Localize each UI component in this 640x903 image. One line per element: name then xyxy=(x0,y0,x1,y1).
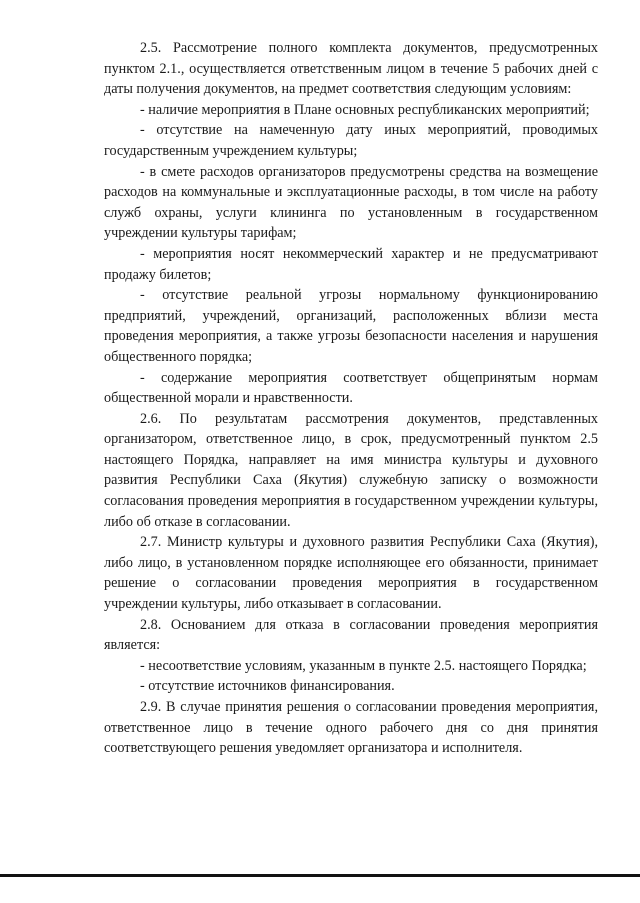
paragraph-2-9: 2.9. В случае принятия решения о согласовании проведения мероприятия, ответственное лицо в течение одного рабочего дня со дня принятия соответствующего решения уведомляет организатора и исполнителя. xyxy=(104,699,598,757)
document-body xyxy=(104,38,598,759)
paragraph-2-7: 2.7. Министр культуры и духовного развития Республики Саха (Якутия), либо лицо, в установленном порядке исполняющее его обязанности, принимает решение о согласовании проведения мероприятия в государственном учреждении культуры, либо отказывает в согласовании. xyxy=(104,534,598,613)
paragraph-2-8: 2.8. Основанием для отказа в согласовании проведения мероприятия является: xyxy=(104,616,598,654)
list-item-budget: - в смете расходов организаторов предусмотрены средства на возмещение расходов на коммунальные и эксплуатационные расходы, в том числе на работу служб охраны, услуги клининга по установленным в государственном учреждении культуры тарифам; xyxy=(104,163,598,242)
list-item-non-commercial: - мероприятия носят некоммерческий характер и не предусматривают продажу билетов; xyxy=(104,245,598,283)
page-bottom-rule xyxy=(0,874,640,877)
list-item-nonconformity: - несоответствие условиям, указанным в пункте 2.5. настоящего Порядка; xyxy=(140,657,587,674)
list-item-plan: - наличие мероприятия в Плане основных республиканских мероприятий; xyxy=(140,101,590,118)
list-item-no-threat: - отсутствие реальной угрозы нормальному функционированию предприятий, учреждений, организаций, расположенных вблизи места проведения мероприятия, а также угрозы безопасности населения и нарушения общественного порядка; xyxy=(104,287,598,365)
paragraph-2-5: 2.5. Рассмотрение полного комплекта документов, предусмотренных пунктом 2.1., осуществляется ответственным лицом в течение 5 рабочих дней с даты получения документов, на предмет соответствия следующим условиям: xyxy=(104,40,598,98)
list-item-morality: - содержание мероприятия соответствует общепринятым нормам общественной морали и нравственности. xyxy=(104,369,598,407)
list-item-no-other-events: - отсутствие на намеченную дату иных мероприятий, проводимых государственным учреждением культуры; xyxy=(104,122,598,159)
list-item-no-funding: - отсутствие источников финансирования. xyxy=(140,678,395,695)
paragraph-2-6: 2.6. По результатам рассмотрения документов, представленных организатором, ответственное лицо, в срок, предусмотренный пунктом 2.5 настоящего Порядка, направляет на имя министра культуры и духовного развития Республики Саха (Якутия) служебную записку о возможности согласования проведения мероприятия в государственном учреждении культуры, либо об отказе в согласовании. xyxy=(104,410,598,530)
